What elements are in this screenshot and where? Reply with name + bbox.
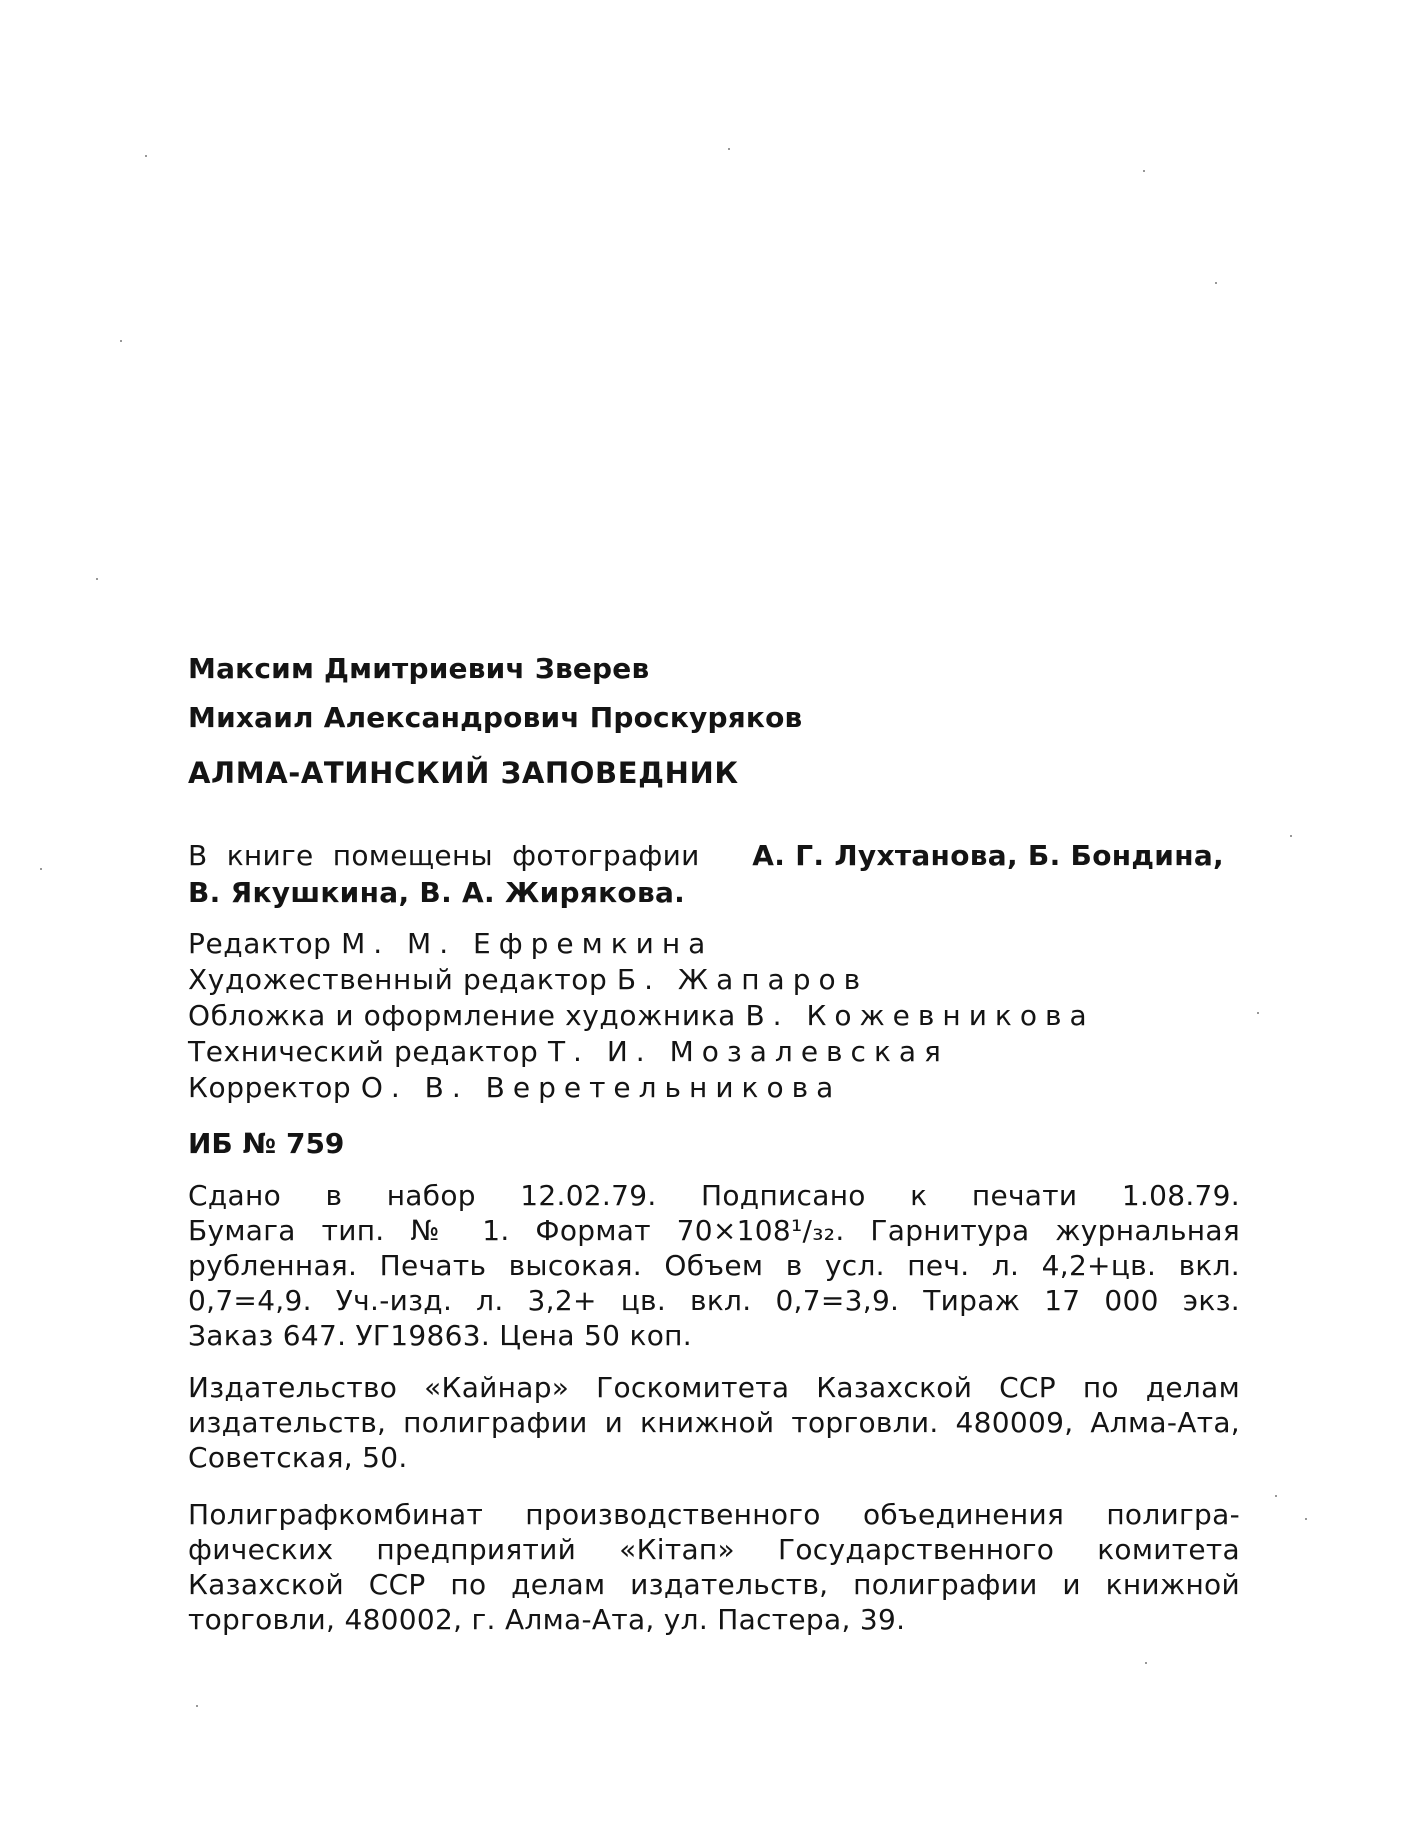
staff-entry xyxy=(188,998,1246,1034)
print-details-line: Бумага тип. № 1. Формат 70×108¹/₃₂. Гарнитура журнальная xyxy=(188,1214,1240,1247)
printer-info xyxy=(188,1497,1240,1637)
photo-credits xyxy=(188,837,1246,911)
staff-role: Художественный редактор xyxy=(188,963,608,996)
staff-name: В. Кожевникова xyxy=(745,999,1095,1032)
staff-entry xyxy=(188,1070,1246,1106)
publisher-line: Издательство «Кайнар» Госкомитета Казахской ССР по делам xyxy=(188,1371,1240,1404)
photo-credits-intro: В книге помещены фотографии xyxy=(188,839,700,872)
staff-name: Т. И. Мозалевская xyxy=(547,1035,949,1068)
staff-role: Редактор xyxy=(188,927,332,960)
author-name: Михаил Александрович Проскуряков xyxy=(188,701,803,734)
staff-role: Корректор xyxy=(188,1071,352,1104)
print-details xyxy=(188,1178,1240,1353)
staff-role: Технический редактор xyxy=(188,1035,539,1068)
staff-entry xyxy=(188,962,1246,998)
staff-entry xyxy=(188,1034,1246,1070)
authors xyxy=(188,652,1246,734)
ib-number: ИБ № 759 xyxy=(188,1127,345,1160)
print-details-line: Заказ 647. УГ19863. Цена 50 коп. xyxy=(188,1319,692,1352)
print-details-line: 0,7=4,9. Уч.-изд. л. 3,2+ цв. вкл. 0,7=3,9. Тираж 17 000 экз. xyxy=(188,1284,1240,1317)
printer-line: Полиграфкомбинат производственного объединения полигра- xyxy=(188,1498,1240,1531)
printer-line: фических предприятий «Кітап» Государственного комитета xyxy=(188,1533,1240,1566)
author-name: Максим Дмитриевич Зверев xyxy=(188,652,650,685)
staff-name: Б. Жапаров xyxy=(616,963,869,996)
photographers-line-1: А. Г. Лухтанова, Б. Бондина, xyxy=(752,839,1224,872)
printer-line: торговли, 480002, г. Алма-Ата, ул. Пастера, 39. xyxy=(188,1603,906,1636)
staff-role: Обложка и оформление художника xyxy=(188,999,736,1032)
publisher-info xyxy=(188,1370,1240,1475)
print-details-line: Сдано в набор 12.02.79. Подписано к печати 1.08.79. xyxy=(188,1179,1240,1212)
publisher-line: издательств, полиграфии и книжной торговли. 480009, Алма-Ата, xyxy=(188,1406,1240,1439)
staff-name: О. В. Веретельникова xyxy=(360,1071,842,1104)
publisher-line: Советская, 50. xyxy=(188,1441,408,1474)
print-details-line: рубленная. Печать высокая. Объем в усл. печ. л. 4,2+цв. вкл. xyxy=(188,1249,1240,1282)
book-title: АЛМА-АТИНСКИЙ ЗАПОВЕДНИК xyxy=(188,756,739,790)
staff-list xyxy=(188,926,1246,1106)
staff-entry xyxy=(188,926,1246,962)
photographers-line-2: В. Якушкина, В. А. Жирякова. xyxy=(188,876,686,909)
staff-name: М. М. Ефремкина xyxy=(341,927,714,960)
printer-line: Казахской ССР по делам издательств, полиграфии и книжной xyxy=(188,1568,1240,1601)
